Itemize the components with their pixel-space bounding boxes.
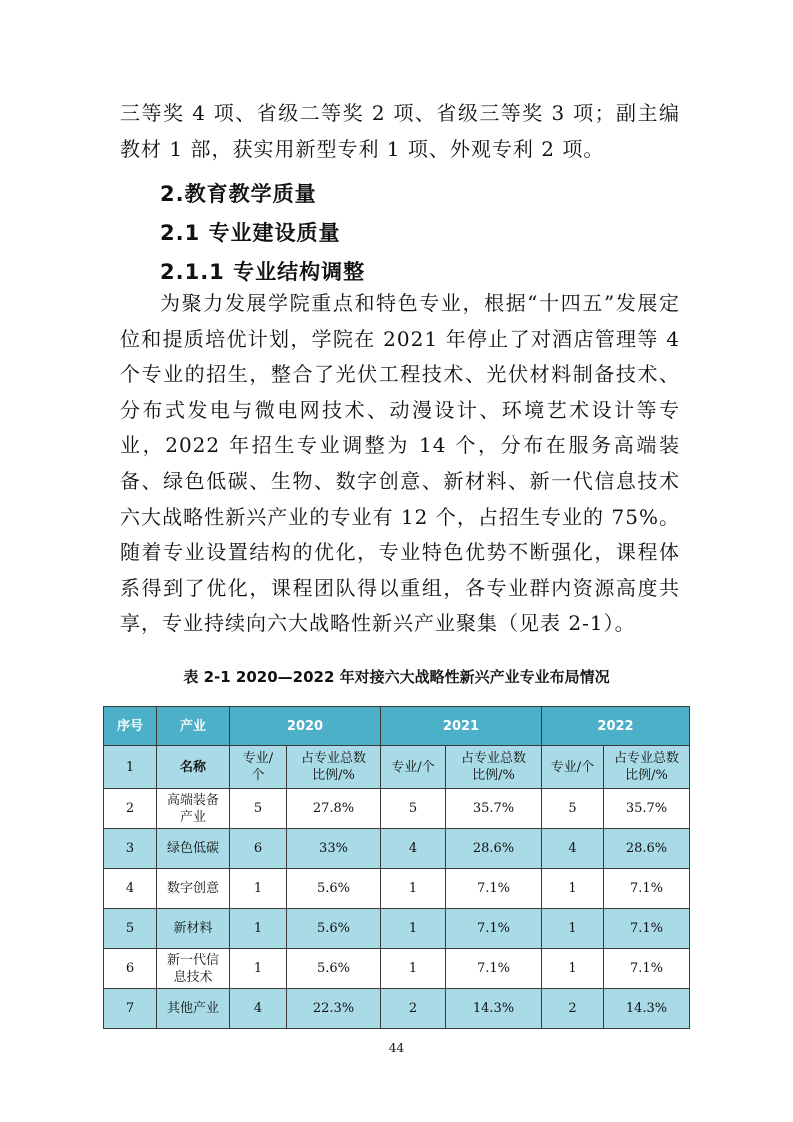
row-count-2021: 1 [381, 909, 446, 949]
row-ratio-2020: 5.6% [287, 949, 381, 989]
paragraph-continued: 三等奖 4 项、省级二等奖 2 项、省级三等奖 3 项；副主编教材 1 部，获实用新型专利 1 项、外观专利 2 项。 [120, 101, 680, 161]
row-count-2022: 2 [542, 989, 604, 1029]
subheader-ratio-2020: 占专业总数 比例/% [287, 746, 381, 789]
header-year-2022: 2022 [542, 707, 690, 746]
row-seq: 5 [104, 909, 157, 949]
row-count-2020: 1 [230, 949, 287, 989]
section-heading: 2.教育教学质量 [160, 182, 317, 206]
row-ratio-2022: 28.6% [604, 829, 690, 869]
row-count-2021: 2 [381, 989, 446, 1029]
subheader-seq: 1 [104, 746, 157, 789]
header-industry: 产业 [157, 707, 230, 746]
row-industry-name: 新材料 [157, 909, 230, 949]
row-count-2022: 1 [542, 949, 604, 989]
table-caption: 表 2-1 2020—2022 年对接六大战略性新兴产业专业布局情况 [183, 668, 610, 686]
header-seq: 序号 [104, 707, 157, 746]
row-seq: 4 [104, 869, 157, 909]
row-count-2021: 5 [381, 789, 446, 829]
row-count-2020: 6 [230, 829, 287, 869]
row-industry-name: 新一代信 息技术 [157, 949, 230, 989]
row-ratio-2022: 14.3% [604, 989, 690, 1029]
row-count-2020: 1 [230, 909, 287, 949]
row-industry-name: 其他产业 [157, 989, 230, 1029]
page-number: 44 [388, 1041, 405, 1055]
row-ratio-2021: 14.3% [446, 989, 542, 1029]
row-count-2020: 1 [230, 869, 287, 909]
row-ratio-2022: 7.1% [604, 869, 690, 909]
industry-table [103, 706, 690, 1029]
row-seq: 7 [104, 989, 157, 1029]
row-count-2021: 1 [381, 949, 446, 989]
row-count-2022: 1 [542, 909, 604, 949]
row-ratio-2021: 7.1% [446, 909, 542, 949]
table-row [104, 909, 690, 949]
table-row [104, 989, 690, 1029]
row-ratio-2022: 7.1% [604, 909, 690, 949]
paragraph-main: 为聚力发展学院重点和特色专业，根据“十四五”发展定位和提质培优计划，学院在 2021 年停止了对酒店管理等 4 个专业的招生，整合了光伏工程技术、光伏材料制备技术、分布式发电与微电网技术、动漫设计、环境艺术设计等专业，2022 年招生专业调整为 14 个，分布在服务高端装备、绿色低碳、生物、数字创意、新材料、新一代信息技术六大战略性新兴产业的专业有 12 个，占招生专业的 75%。随着专业设置结构的优化，专业特色优势不断强化，课程体系得到了优化，课程团队得以重组，各专业群内资源高度共享，专业持续向六大战略性新兴产业聚集（见表 2-1）。 [120, 291, 680, 636]
row-ratio-2020: 22.3% [287, 989, 381, 1029]
row-ratio-2021: 7.1% [446, 869, 542, 909]
row-ratio-2021: 35.7% [446, 789, 542, 829]
row-count-2020: 4 [230, 989, 287, 1029]
row-seq: 2 [104, 789, 157, 829]
table-row [104, 949, 690, 989]
row-ratio-2020: 5.6% [287, 869, 381, 909]
table-subheader-row [104, 746, 690, 789]
subheader-count-2020: 专业/ 个 [230, 746, 287, 789]
subheader-count-2022: 专业/个 [542, 746, 604, 789]
subheader-ratio-2022: 占专业总数 比例/% [604, 746, 690, 789]
subheader-name: 名称 [157, 746, 230, 789]
table-row [104, 829, 690, 869]
row-industry-name: 绿色低碳 [157, 829, 230, 869]
row-ratio-2022: 7.1% [604, 949, 690, 989]
row-count-2021: 1 [381, 869, 446, 909]
row-industry-name: 数字创意 [157, 869, 230, 909]
table-row [104, 869, 690, 909]
row-ratio-2020: 5.6% [287, 909, 381, 949]
row-count-2022: 1 [542, 869, 604, 909]
subsubsection-heading: 2.1.1 专业结构调整 [160, 260, 366, 284]
row-count-2022: 4 [542, 829, 604, 869]
header-year-2021: 2021 [381, 707, 542, 746]
row-count-2021: 4 [381, 829, 446, 869]
header-year-2020: 2020 [230, 707, 381, 746]
subheader-ratio-2021: 占专业总数 比例/% [446, 746, 542, 789]
table-row [104, 789, 690, 829]
row-count-2022: 5 [542, 789, 604, 829]
row-ratio-2022: 35.7% [604, 789, 690, 829]
row-ratio-2020: 27.8% [287, 789, 381, 829]
row-ratio-2020: 33% [287, 829, 381, 869]
row-seq: 3 [104, 829, 157, 869]
row-seq: 6 [104, 949, 157, 989]
row-ratio-2021: 28.6% [446, 829, 542, 869]
row-industry-name: 高端装备 产业 [157, 789, 230, 829]
row-ratio-2021: 7.1% [446, 949, 542, 989]
subheader-count-2021: 专业/个 [381, 746, 446, 789]
table-header-row [104, 707, 690, 746]
table-body [104, 789, 690, 1029]
subsection-heading: 2.1 专业建设质量 [160, 221, 341, 245]
row-count-2020: 5 [230, 789, 287, 829]
